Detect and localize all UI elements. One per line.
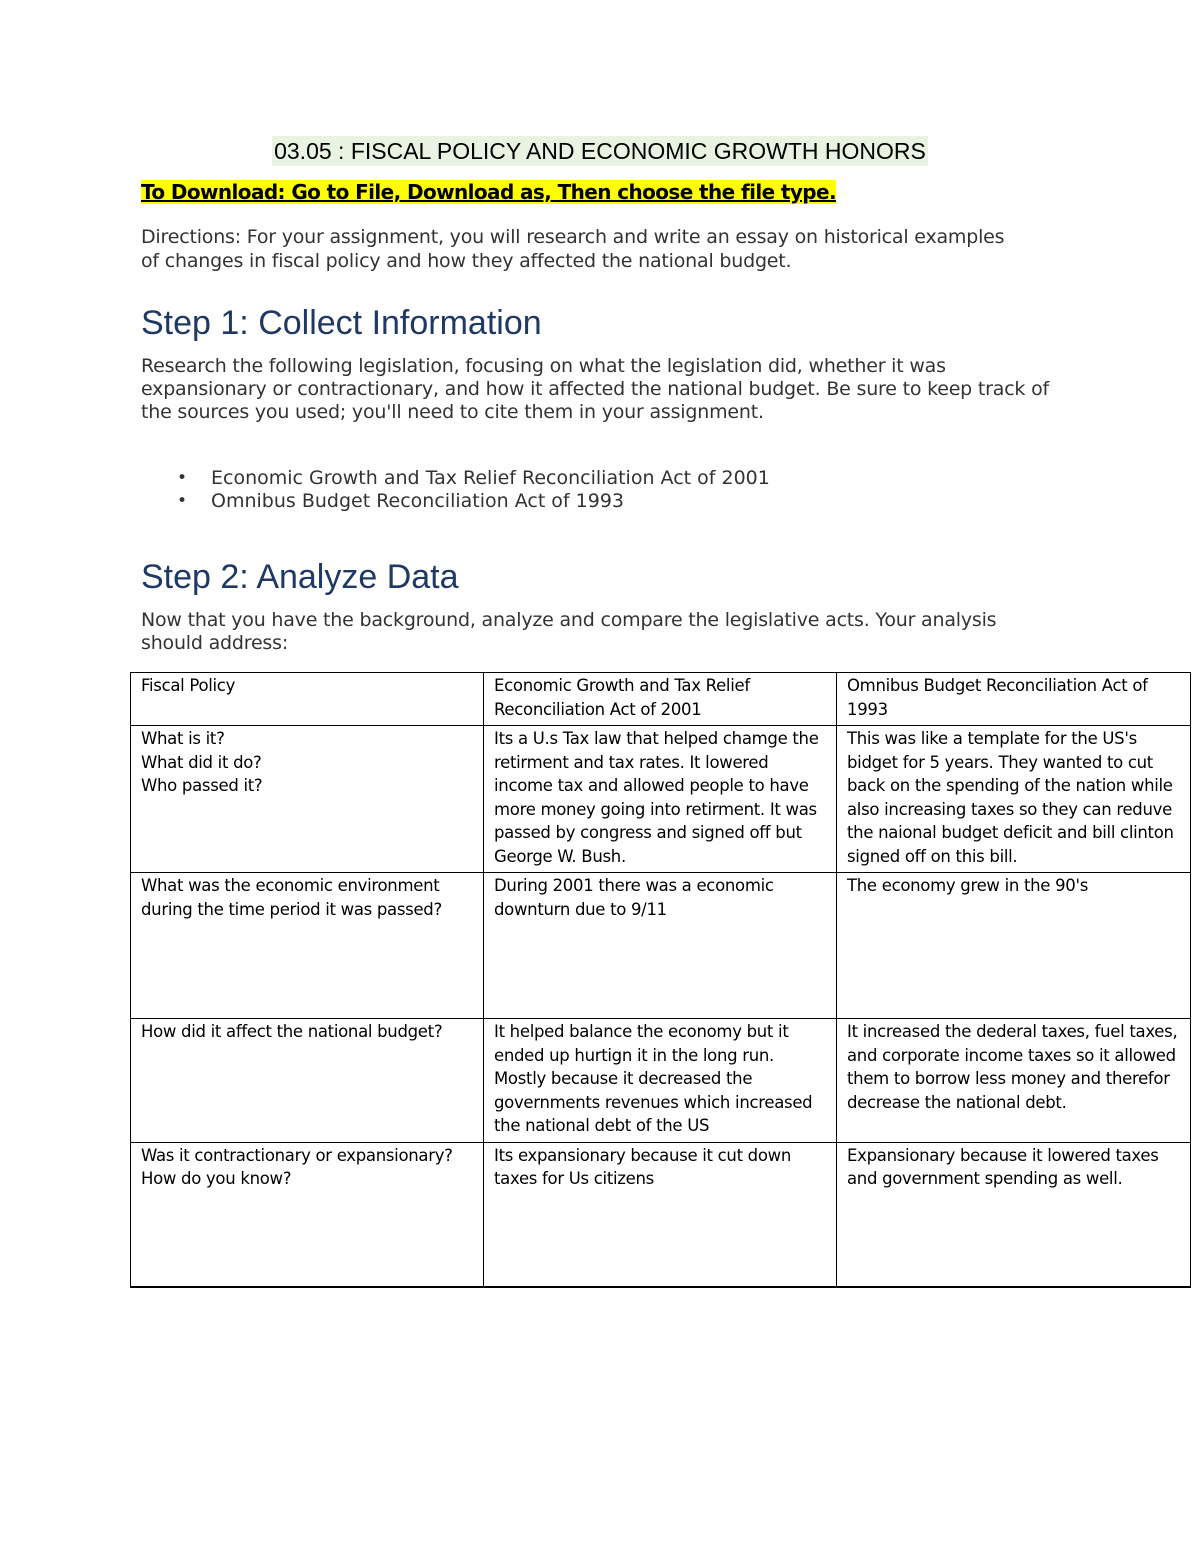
header-cell-fiscal-policy: Fiscal Policy	[131, 673, 484, 726]
step2-paragraph: Now that you have the background, analyze and compare the legislative acts. Your analysis should address:	[141, 609, 997, 654]
question-line: What is it?	[141, 729, 225, 748]
question-cell: How did it affect the national budget?	[131, 1019, 484, 1143]
step1-heading: Step 1: Collect Information	[141, 304, 542, 342]
header-cell-act-2001: Economic Growth and Tax Relief Reconciliation Act of 2001	[484, 673, 837, 726]
question-cell: Was it contractionary or expansionary? How do you know?	[131, 1142, 484, 1287]
list-item-text: Economic Growth and Tax Relief Reconciliation Act of 2001	[211, 467, 770, 489]
table-header-row	[131, 673, 1191, 726]
directions-text: Directions: For your assignment, you will research and write an essay on historical examples of changes in fiscal policy and how they affected the national budget.	[141, 226, 1005, 272]
list-item	[141, 467, 770, 490]
answer-cell-1993: It increased the dederal taxes, fuel taxes, and corporate income taxes so it allowed them to borrow less money and therefor decrease the national debt.	[837, 1019, 1191, 1143]
table-row	[131, 873, 1191, 1019]
bullet-icon: •	[177, 491, 188, 511]
step1-paragraph: Research the following legislation, focusing on what the legislation did, whether it was expansionary or contractionary, and how it affected the national budget. Be sure to keep track of the sources you used; you'll need to cite them in your assignment.	[141, 355, 1049, 423]
analysis-table	[130, 672, 1191, 1288]
answer-cell-2001: Its a U.s Tax law that helped chamge the retirment and tax rates. It lowered income tax and allowed people to have more money going into retirment. It was passed by congress and signed off but George W. Bush.	[484, 726, 837, 873]
document-title	[0, 138, 1200, 165]
question-line: What did it do?	[141, 752, 262, 772]
table-row	[131, 1142, 1191, 1287]
answer-cell-2001: During 2001 there was a economic downturn due to 9/11	[484, 873, 837, 1019]
answer-cell-1993: Expansionary because it lowered taxes and government spending as well.	[837, 1142, 1191, 1287]
list-item	[141, 490, 770, 513]
table-row	[131, 726, 1191, 873]
download-instructions-text: To Download: Go to File, Download as, Then choose the file type.	[141, 180, 836, 204]
step2-heading: Step 2: Analyze Data	[141, 558, 459, 596]
question-cell	[131, 726, 484, 873]
question-line: Who passed it?	[141, 776, 263, 795]
answer-cell-2001: It helped balance the economy but it ended up hurtign it in the long run. Mostly because it decreased the governments revenues which increased the national debt of the US	[484, 1019, 837, 1143]
answer-cell-1993: This was like a template for the US's bidget for 5 years. They wanted to cut back on the spending of the nation while also increasing taxes so they can reduve the naional budget deficit and bill clinton signed off on this bill.	[837, 726, 1191, 873]
question-cell: What was the economic environment during the time period it was passed?	[131, 873, 484, 1019]
legislation-list	[141, 467, 770, 513]
answer-cell-2001: Its expansionary because it cut down taxes for Us citizens	[484, 1142, 837, 1287]
answer-cell-1993: The economy grew in the 90's	[837, 873, 1191, 1019]
bullet-icon: •	[177, 468, 188, 488]
list-item-text: Omnibus Budget Reconciliation Act of 1993	[211, 490, 625, 512]
download-instructions	[141, 180, 836, 204]
document-title-text: 03.05 : FISCAL POLICY AND ECONOMIC GROWTH HONORS	[274, 138, 926, 164]
table-row	[131, 1019, 1191, 1143]
header-cell-act-1993: Omnibus Budget Reconciliation Act of 1993	[837, 673, 1191, 726]
